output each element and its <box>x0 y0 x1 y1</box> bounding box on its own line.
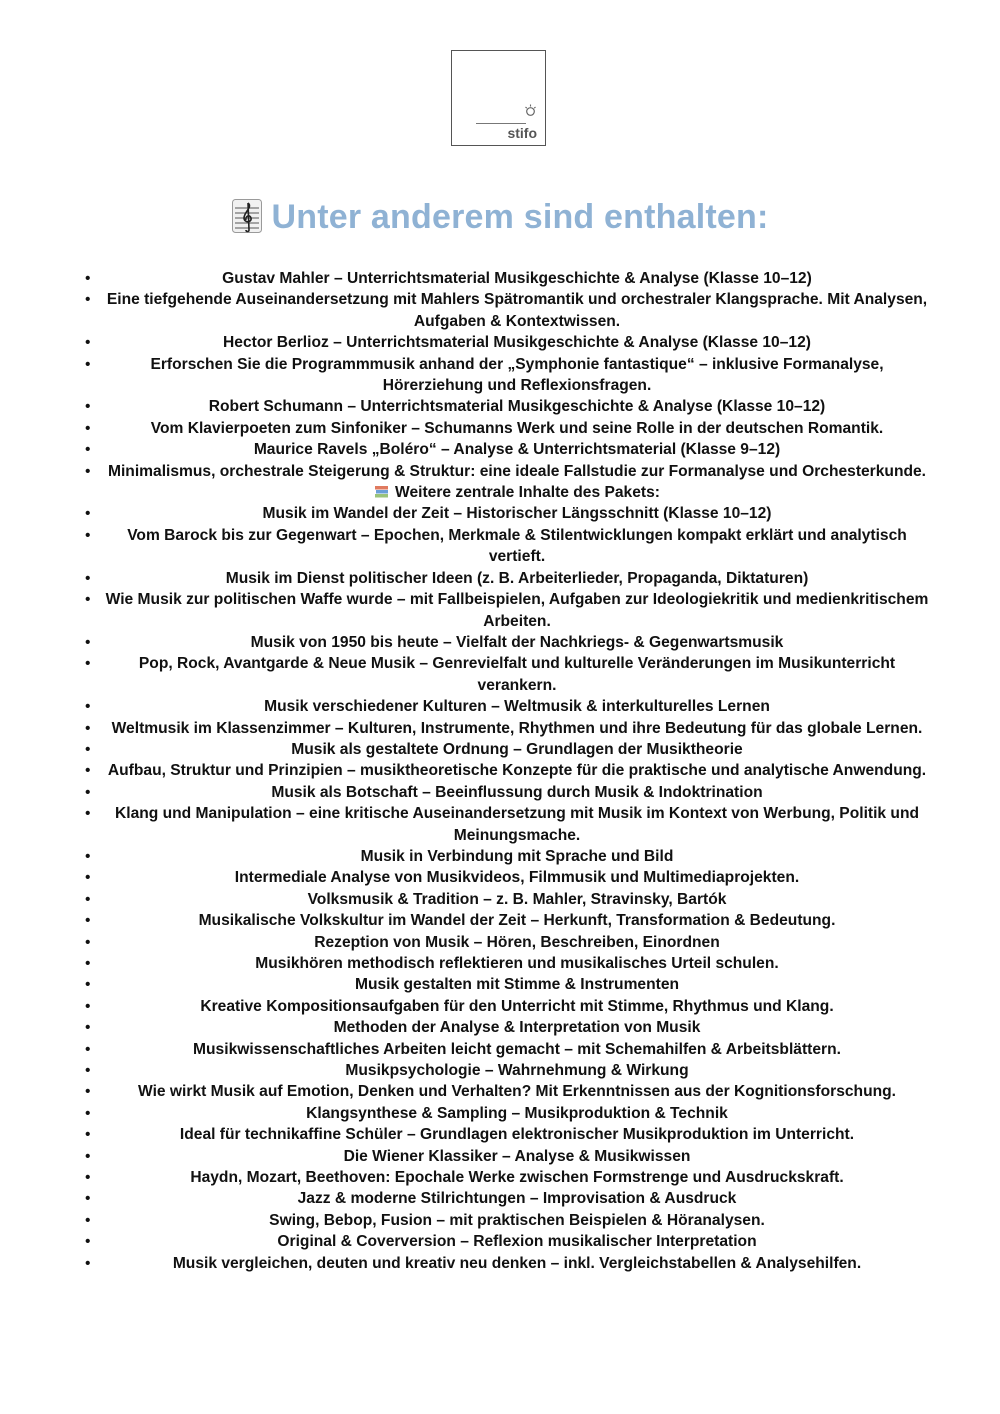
books-icon <box>374 484 389 498</box>
list-item: • Vom Barock bis zur Gegenwart – Epochen, Merkmale & Stilentwicklungen kompakt erklärt und analytisch vertieft. <box>85 525 945 568</box>
list-item: • Musikpsychologie – Wahrnehmung & Wirkung <box>85 1060 945 1081</box>
subheading-text: Weitere zentrale Inhalte des Pakets: <box>395 484 660 502</box>
list-item: • Musik als Botschaft – Beeinflussung durch Musik & Indoktrination <box>85 782 945 803</box>
list-item: • Kreative Kompositionsaufgaben für den Unterricht mit Stimme, Rhythmus und Klang. <box>85 996 945 1017</box>
content-list <box>85 268 945 1274</box>
list-item: • Aufbau, Struktur und Prinzipien – musiktheoretische Konzepte für die praktische und analytische Anwendung. <box>85 760 945 781</box>
list-item: • Musik verschiedener Kulturen – Weltmusik & interkulturelles Lernen <box>85 696 945 717</box>
list-item: • Robert Schumann – Unterrichtsmaterial Musikgeschichte & Analyse (Klasse 10–12) <box>85 396 945 417</box>
list-item: • Pop, Rock, Avantgarde & Neue Musik – Genrevielfalt und kulturelle Veränderungen im Musikunterricht verankern. <box>85 653 945 696</box>
list-item: • Swing, Bebop, Fusion – mit praktischen Beispielen & Höranalysen. <box>85 1210 945 1231</box>
sun-icon <box>524 104 537 120</box>
list-item: • Musik als gestaltete Ordnung – Grundlagen der Musiktheorie <box>85 739 945 760</box>
logo-text: stifo <box>507 125 537 141</box>
list-item: • Musik im Dienst politischer Ideen (z. B. Arbeiterlieder, Propaganda, Diktaturen) <box>85 568 945 589</box>
list-item: • Maurice Ravels „Boléro“ – Analyse & Unterrichtsmaterial (Klasse 9–12) <box>85 439 945 460</box>
list-item: • Musikalische Volkskultur im Wandel der Zeit – Herkunft, Transformation & Bedeutung. <box>85 910 945 931</box>
list-item: • Wie wirkt Musik auf Emotion, Denken und Verhalten? Mit Erkenntnissen aus der Kognitionsforschung. <box>85 1081 945 1102</box>
page-title <box>0 198 1000 237</box>
list-item: • Musikwissenschaftliches Arbeiten leicht gemacht – mit Schemahilfen & Arbeitsblättern. <box>85 1039 945 1060</box>
list-item: • Gustav Mahler – Unterrichtsmaterial Musikgeschichte & Analyse (Klasse 10–12) <box>85 268 945 289</box>
list-item: • Musik im Wandel der Zeit – Historischer Längsschnitt (Klasse 10–12) <box>85 503 945 524</box>
list-item: • Jazz & moderne Stilrichtungen – Improvisation & Ausdruck <box>85 1188 945 1209</box>
list-item: • Klangsynthese & Sampling – Musikproduktion & Technik <box>85 1103 945 1124</box>
list-item: • Klang und Manipulation – eine kritische Auseinandersetzung mit Musik im Kontext von Werbung, Politik und Meinungsmache. <box>85 803 945 846</box>
list-item: • Volksmusik & Tradition – z. B. Mahler, Stravinsky, Bartók <box>85 889 945 910</box>
list-item: • Weltmusik im Klassenzimmer – Kulturen, Instrumente, Rhythmen und ihre Bedeutung für das globale Lernen. <box>85 718 945 739</box>
list-item: • Musikhören methodisch reflektieren und musikalisches Urteil schulen. <box>85 953 945 974</box>
list-item: • Intermediale Analyse von Musikvideos, Filmmusik und Multimediaprojekten. <box>85 867 945 888</box>
list-item: • Vom Klavierpoeten zum Sinfoniker – Schumanns Werk und seine Rolle in der deutschen Romantik. <box>85 418 945 439</box>
list-item: • Musik gestalten mit Stimme & Instrumenten <box>85 974 945 995</box>
list-item: • Musik vergleichen, deuten und kreativ neu denken – inkl. Vergleichstabellen & Analysehilfen. <box>85 1253 945 1274</box>
list-item: • Musik in Verbindung mit Sprache und Bild <box>85 846 945 867</box>
list-item: • Minimalismus, orchestrale Steigerung & Struktur: eine ideale Fallstudie zur Formanalyse und Orchesterkunde. <box>85 461 945 482</box>
list-item: • Original & Coverversion – Reflexion musikalischer Interpretation <box>85 1231 945 1252</box>
list-item: • Ideal für technikaffine Schüler – Grundlagen elektronischer Musikproduktion im Unterricht. <box>85 1124 945 1145</box>
musical-score-icon <box>232 199 262 233</box>
list-item: • Eine tiefgehende Auseinandersetzung mit Mahlers Spätromantik und orchestraler Klangsprache. Mit Analysen, Aufgaben & Kontextwissen. <box>85 289 945 332</box>
list-item: • Wie Musik zur politischen Waffe wurde – mit Fallbeispielen, Aufgaben zur Ideologiekritik und medienkritischem Arbeiten. <box>85 589 945 632</box>
list-item: • Rezeption von Musik – Hören, Beschreiben, Einordnen <box>85 932 945 953</box>
list-item: • Erforschen Sie die Programmmusik anhand der „Symphonie fantastique“ – inklusive Formanalyse, Hörerziehung und Reflexionsfragen. <box>85 354 945 397</box>
list-item: • Musik von 1950 bis heute – Vielfalt der Nachkriegs- & Gegenwartsmusik <box>85 632 945 653</box>
list-item: • Haydn, Mozart, Beethoven: Epochale Werke zwischen Formstrenge und Ausdruckskraft. <box>85 1167 945 1188</box>
list-item: • Methoden der Analyse & Interpretation von Musik <box>85 1017 945 1038</box>
logo <box>451 50 546 146</box>
logo-divider <box>476 123 526 124</box>
list-item: • Die Wiener Klassiker – Analyse & Musikwissen <box>85 1146 945 1167</box>
page-title-text: Unter anderem sind enthalten: <box>271 198 769 236</box>
subheading <box>85 482 945 503</box>
list-item: • Hector Berlioz – Unterrichtsmaterial Musikgeschichte & Analyse (Klasse 10–12) <box>85 332 945 353</box>
